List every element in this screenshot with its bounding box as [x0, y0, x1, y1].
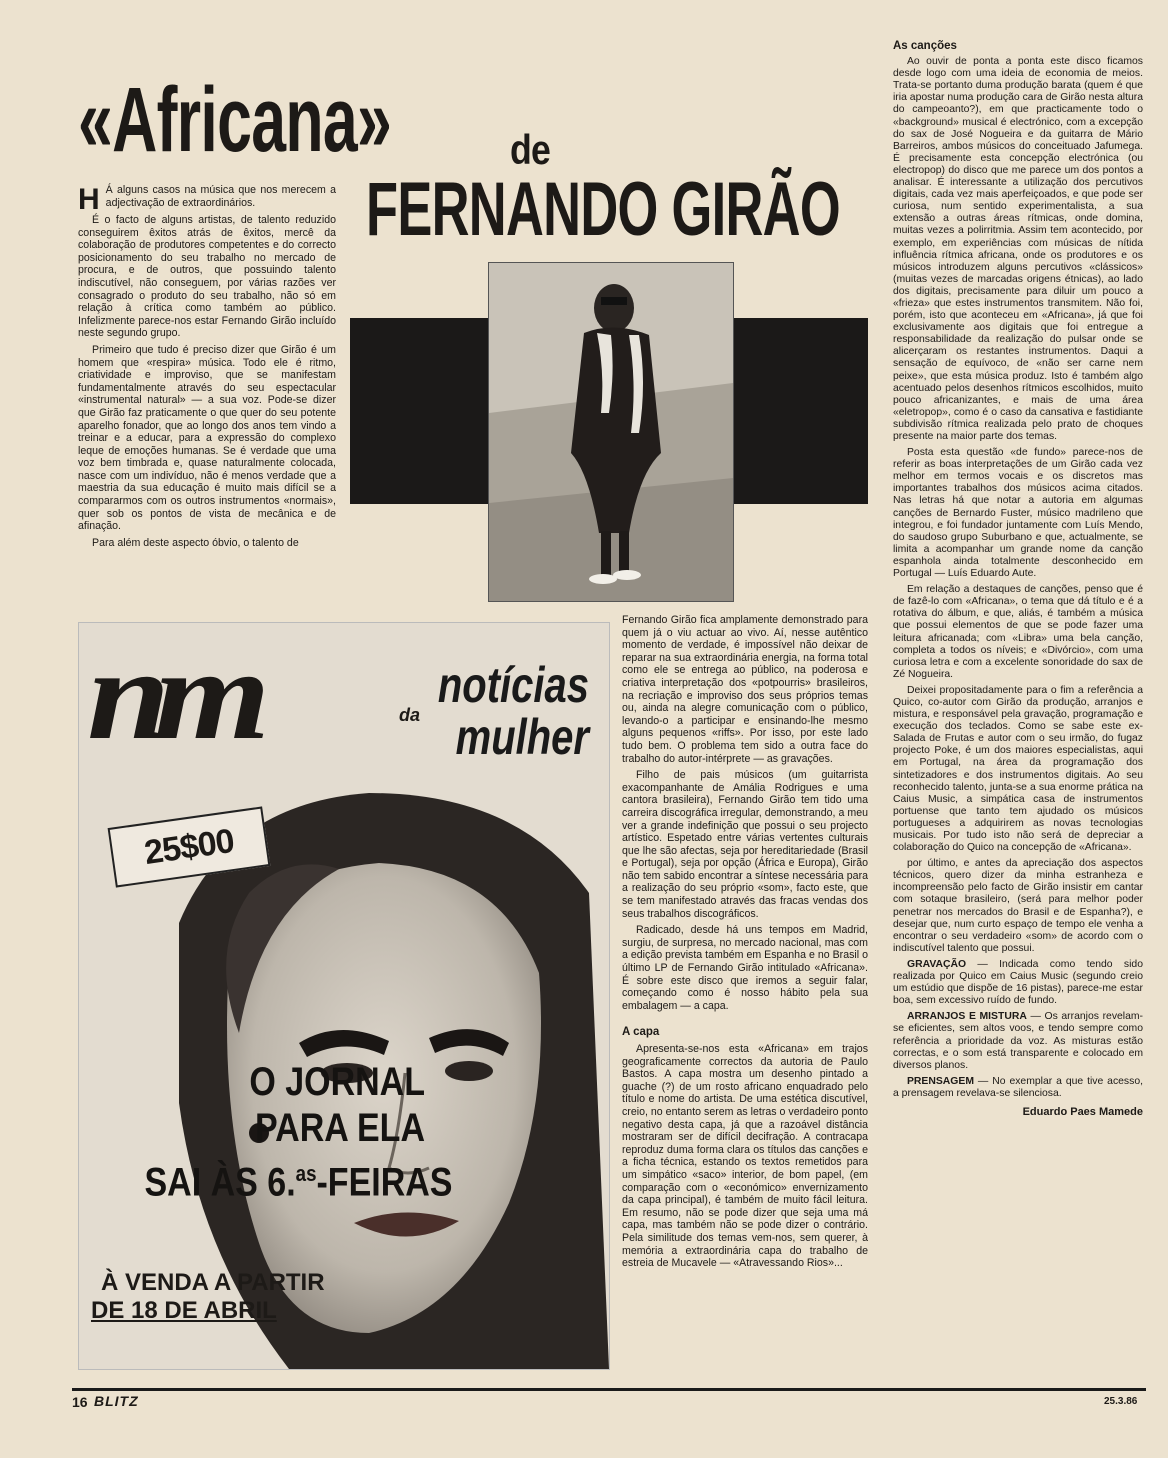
ad-tagline-line1: O JORNAL: [249, 1060, 425, 1104]
headline-connector: de: [510, 126, 550, 173]
ad-brand-line2: mulher: [455, 709, 589, 765]
arranjos-label: ARRANJOS E MISTURA: [907, 1011, 1027, 1023]
paragraph: Deixei propositadamente para o fim a referência a Quico, co-autor com Girão da produção, arranjos e mistura, e responsável pela gravação, programação e execução dos teclados. Como se sabe este ex-Salada de Frutas e autor com o seu irmão, do fugaz projecto Poke, é um dos maiores especialistas, aqui em Portugal, na área da programação dos sintetizadores e dos instrumentos digitais. Ao seu reconhecido talento, junta-se a sua enorme prática na Caius Music, a simpática casa de instrumentos portuense que tanto tem ajudado os músicos portugueses a adquirirem as novas tecnologias musicais. Por tudo isto não será de depreciar a colaboração do Quico na concepção de «Africana».: [893, 684, 1143, 854]
article-column-1: [78, 184, 336, 553]
headline-title: «Africana»: [78, 69, 392, 171]
paragraph: Apresenta-se-nos esta «Africana» em trajos geograficamente correctos da autoria de Paulo Bastos. A capa mostra um desenho pintado a guache (?) de um rosto africano enquadrado pelo título e nome do artista. De uma estética discutível, creio, no entanto serem as letras o verdadeiro ponto negativo desta capa, já que a razoável distância mostraram ser de difícil decifração. A contracapa reproduz duma forma clara os títulos das canções e a ficha técnica, estando os textos remetidos para um simpático «saco» interior, de bom papel, (em comparação com o «económico» envernizamento da capa principal), é também de muito fácil leitura. Em resumo, não se pode dizer que seja uma má capa, mas também não se pode dizer o contrário. Pela similitude dos temas vem-nos, sem querer, à memória a extraordinária capa do trabalho de estreia de Mucavele — «Atravessando Rios»...: [622, 1043, 868, 1270]
prensagem-label: PRENSAGEM: [907, 1075, 974, 1087]
paragraph: Filho de pais músicos (um guitarrista exacompanhante de Amália Rodrigues e uma cantora brasileira), Fernando Girão tem tido uma carreira discográfica irregular, demonstrando, a meu ver a grande indefinição que possui o seu projecto artístico. Espetado entre várias vertentes culturais que lhe são afectas, seja por hereditariedade (Brasil e Portugal), seja por opção (África e Europa), Girão não tem sabido encontrar a síntese necessária para a realização do seu próprio «som», facto este, que se tem manifestado através das fracas vendas dos seus trabalhos discográficos.: [622, 769, 868, 920]
intro-paragraph: Á alguns casos na música que nos merecem a adjectivação de extraordinários.: [105, 184, 336, 209]
advertisement-noticias-da-mulher: [78, 622, 610, 1370]
artist-photo: [488, 262, 734, 602]
paragraph: Posta esta questão «de fundo» parece-nos de referir as boas interpretações de um Girão cada vez melhor em termos vocais e os discretos mas importantes trabalhos dos músicos acima citados. Nas letras há que notar a autoria em algumas canções de Bernardo Fuster, músico madrileno que integrou, e foi fundador juntamente com Luís Mendo, do saudoso grupo Suburbano e que, actualmente, se limita a acompanhar um grande nome da canção espanhola ainda totalmente desconhecido em Portugal — Luís Eduardo Aute.: [893, 447, 1143, 580]
gravacao-label: GRAVAÇÃO: [907, 958, 967, 970]
article-column-2: [622, 614, 868, 1274]
ad-sale-line2: DE 18 DE ABRIL: [91, 1297, 277, 1324]
ad-brand-small: da: [399, 705, 421, 725]
paragraph: Radicado, desde há uns tempos em Madrid, surgiu, de surpresa, no mercado nacional, mas com a edição prevista também em Espanha e no Brasil o último LP de Fernando Girão intitulado «Africana». É sobre este disco que iremos a seguir falar, começando como é nosso hábito pela sua embalagem — a capa.: [622, 924, 868, 1012]
headline-artist: FERNANDO GIRÃO: [366, 167, 840, 252]
paragraph: Fernando Girão fica amplamente demonstrado para quem já o viu actuar ao vivo. Aí, nesse autêntico momento de verdade, é impossível não deixar de reparar na sua extraordinária energia, na forma total como ele se entrega ao público, na poderosa e criativa interpretação dos «potpourris» brasileiros, na recriação e improviso dos seus próprios temas ou, ainda na alegre comunicação com o público, levando-o a participar e ensinando-lhe mesmo alguns pequenos «riffs». Por isso, por este lado tudo bem. O problema tem sido a outra face do trabalho do autor-intérprete — as gravações.: [622, 614, 868, 765]
footer-rule: [72, 1388, 1146, 1391]
drop-cap: H: [78, 183, 100, 216]
gravacao-text: — Indicada como tendo sido realizada por Quico em Caius Music (segundo creio um estúdio que dispõe de 16 pistas), parece-me estar boa, sem excessivo ruído de fundo.: [893, 958, 1143, 1007]
footer-brand: BLITZ: [94, 1393, 139, 1409]
footer-page-number: 16: [72, 1394, 88, 1410]
paragraph-gravacao: [893, 959, 1143, 1007]
ad-tagline-line2: PARA ELA: [255, 1106, 425, 1150]
arranjos-text: — Os arranjos revelam-se eficientes, sem altos voos, e tendo sempre como referência a prioridade da voz. As misturas estão correctas, e o som está transparente e colocado em diversos planos.: [893, 1011, 1143, 1071]
paragraph: É o facto de alguns artistas, de talento reduzido conseguirem êxitos atrás de êxitos, mercê da colaboração de produtores competentes e do correcto posicionamento do seu trabalho no mercado de procura, e de outros, que possuindo talento indiscutível, não conseguem, por várias razões ver consagrado o produto do seu trabalho, não só em relação à crítica como também ao público. Infelizmente parece-nos estar Fernando Girão incluído neste segundo grupo.: [78, 214, 336, 340]
ad-price: 25$00: [141, 821, 236, 872]
footer-date: 25.3.86: [1104, 1396, 1138, 1407]
ad-logo: nm: [87, 623, 255, 767]
author-byline: Eduardo Paes Mamede: [1022, 1105, 1143, 1118]
ad-sale-line1: À VENDA A PARTIR: [101, 1269, 325, 1296]
article-column-3: [893, 40, 1143, 1122]
ad-sale-date: [91, 1269, 325, 1325]
prensagem-text: — No exemplar a que tive acesso, a prensagem revelava-se silenciosa.: [893, 1075, 1143, 1099]
paragraph: por último, e antes da apreciação dos aspectos técnicos, quero dizer da minha estranheza e incompreensão pelo facto de Girão insistir em cantar com sotaque brasileiro, (será para melhor poder penetrar nos mercados do Brasil e de Espanha?), e desejar que, num curto espaço de tempo ele venha a encontrar o seu verdadeiro «som» de acordo com o indiscutível talento que possui.: [893, 858, 1143, 954]
paragraph: Em relação a destaques de canções, penso que é de fazê-lo com «Africana», o tema que dá título e é a rotativa do álbum, e que, aliás, é também a música que possui elementos de que se pode fazer uma leitura africanada; com «Libra» uma bela canção, completa a todos os níveis; e «Divórcio», com uma curiosa letra e com a excelente sonoridade do sax de Zé Nogueira.: [893, 584, 1143, 680]
section-heading-capa: A capa: [622, 1026, 660, 1039]
ad-brand: [359, 659, 589, 763]
paragraph-prensagem: [893, 1076, 1143, 1100]
paragraph: Para além deste aspecto óbvio, o talento de: [92, 536, 299, 549]
ad-brand-line1: notícias: [437, 657, 589, 713]
paragraph-arranjos: [893, 1011, 1143, 1071]
paragraph: Ao ouvir de ponta a ponta este disco ficamos desde logo com uma ideia de economia de meios. Trata-se portanto duma produção barata (quem é que iria apostar numa produção cara de Girão nesta altura do campeoanto?), em que practicamente todo o «background» musical é electrónico, com a excepção do sax de José Nogueira e da guitarra de Mário Barreiros, ambos músicos do conceituado Jafumega. É precisamente esta concepção electrónica (ou electropop) do disco que me parece um dos pontos a analisar. É interessante a utilização dos percutivos digitais, cada vez mais aperfeiçoados, e que pode ser curiosa, num sentido experimentalista, a sua extensão a outras áreas rítmicas, onde domina, muitas vezes a polirritmia. Assim tem acontecido, por exemplo, em experiências com músicas de nítida influência rítmica africana, onde os produtores e os músicos introduzem alguns percutivos «clássicos» (muitas vezes de marcadas origens étnicas), ao lado dos digitais, precisamente para diluir um pouco a «frieza» que estes instrumentos transmitem. Não foi, porém, isto que aconteceu em «Africana», já que foi exclusivamente aos digitais que foi entregue a responsabilidade da realização do pulsar onde se alicerçaram os restantes instrumentos. Daqui a sensação de equívoco, de «não ser carne nem peixe», que esta música produz. Isto é também algo acentuado pelos desenhos rítmicos escolhidos, muito pouco africanizantes, e mais de uma área «eletropop», como é o caso da cansativa e fastidiante subdivisão rítmica realizada pelo prato de choques presente na maior parte dos temas.: [893, 56, 1143, 442]
ad-tagline: [95, 1059, 453, 1205]
paragraph: Primeiro que tudo é preciso dizer que Girão é um homem que «respira» música. Todo ele é ritmo, criatividade e improviso, que se manifestam fundamentalmente através do seu espectacular «instrumental natural» — a sua voz. Pode-se dizer que Girão faz praticamente o que quer do seu potente aparelho fonador, que ao longo dos anos tem vindo a treinar e a educar, para a expressão do complexo leque de emoções humanas. Se é verdade que uma voz bem timbrada e, quase naturalmente colocada, nasce com um indivíduo, não é menos verdade que a maestria da sua educação é muito mais difícil se a compararmos com os outros instrumentos «normais», quer sob os pontos de vista de mecânica e de afinação.: [78, 343, 336, 533]
ad-tagline-line3: SAI ÀS 6.$^{as}$-FEIRAS: [144, 1160, 453, 1205]
section-heading-cancoes: As canções: [893, 40, 957, 52]
